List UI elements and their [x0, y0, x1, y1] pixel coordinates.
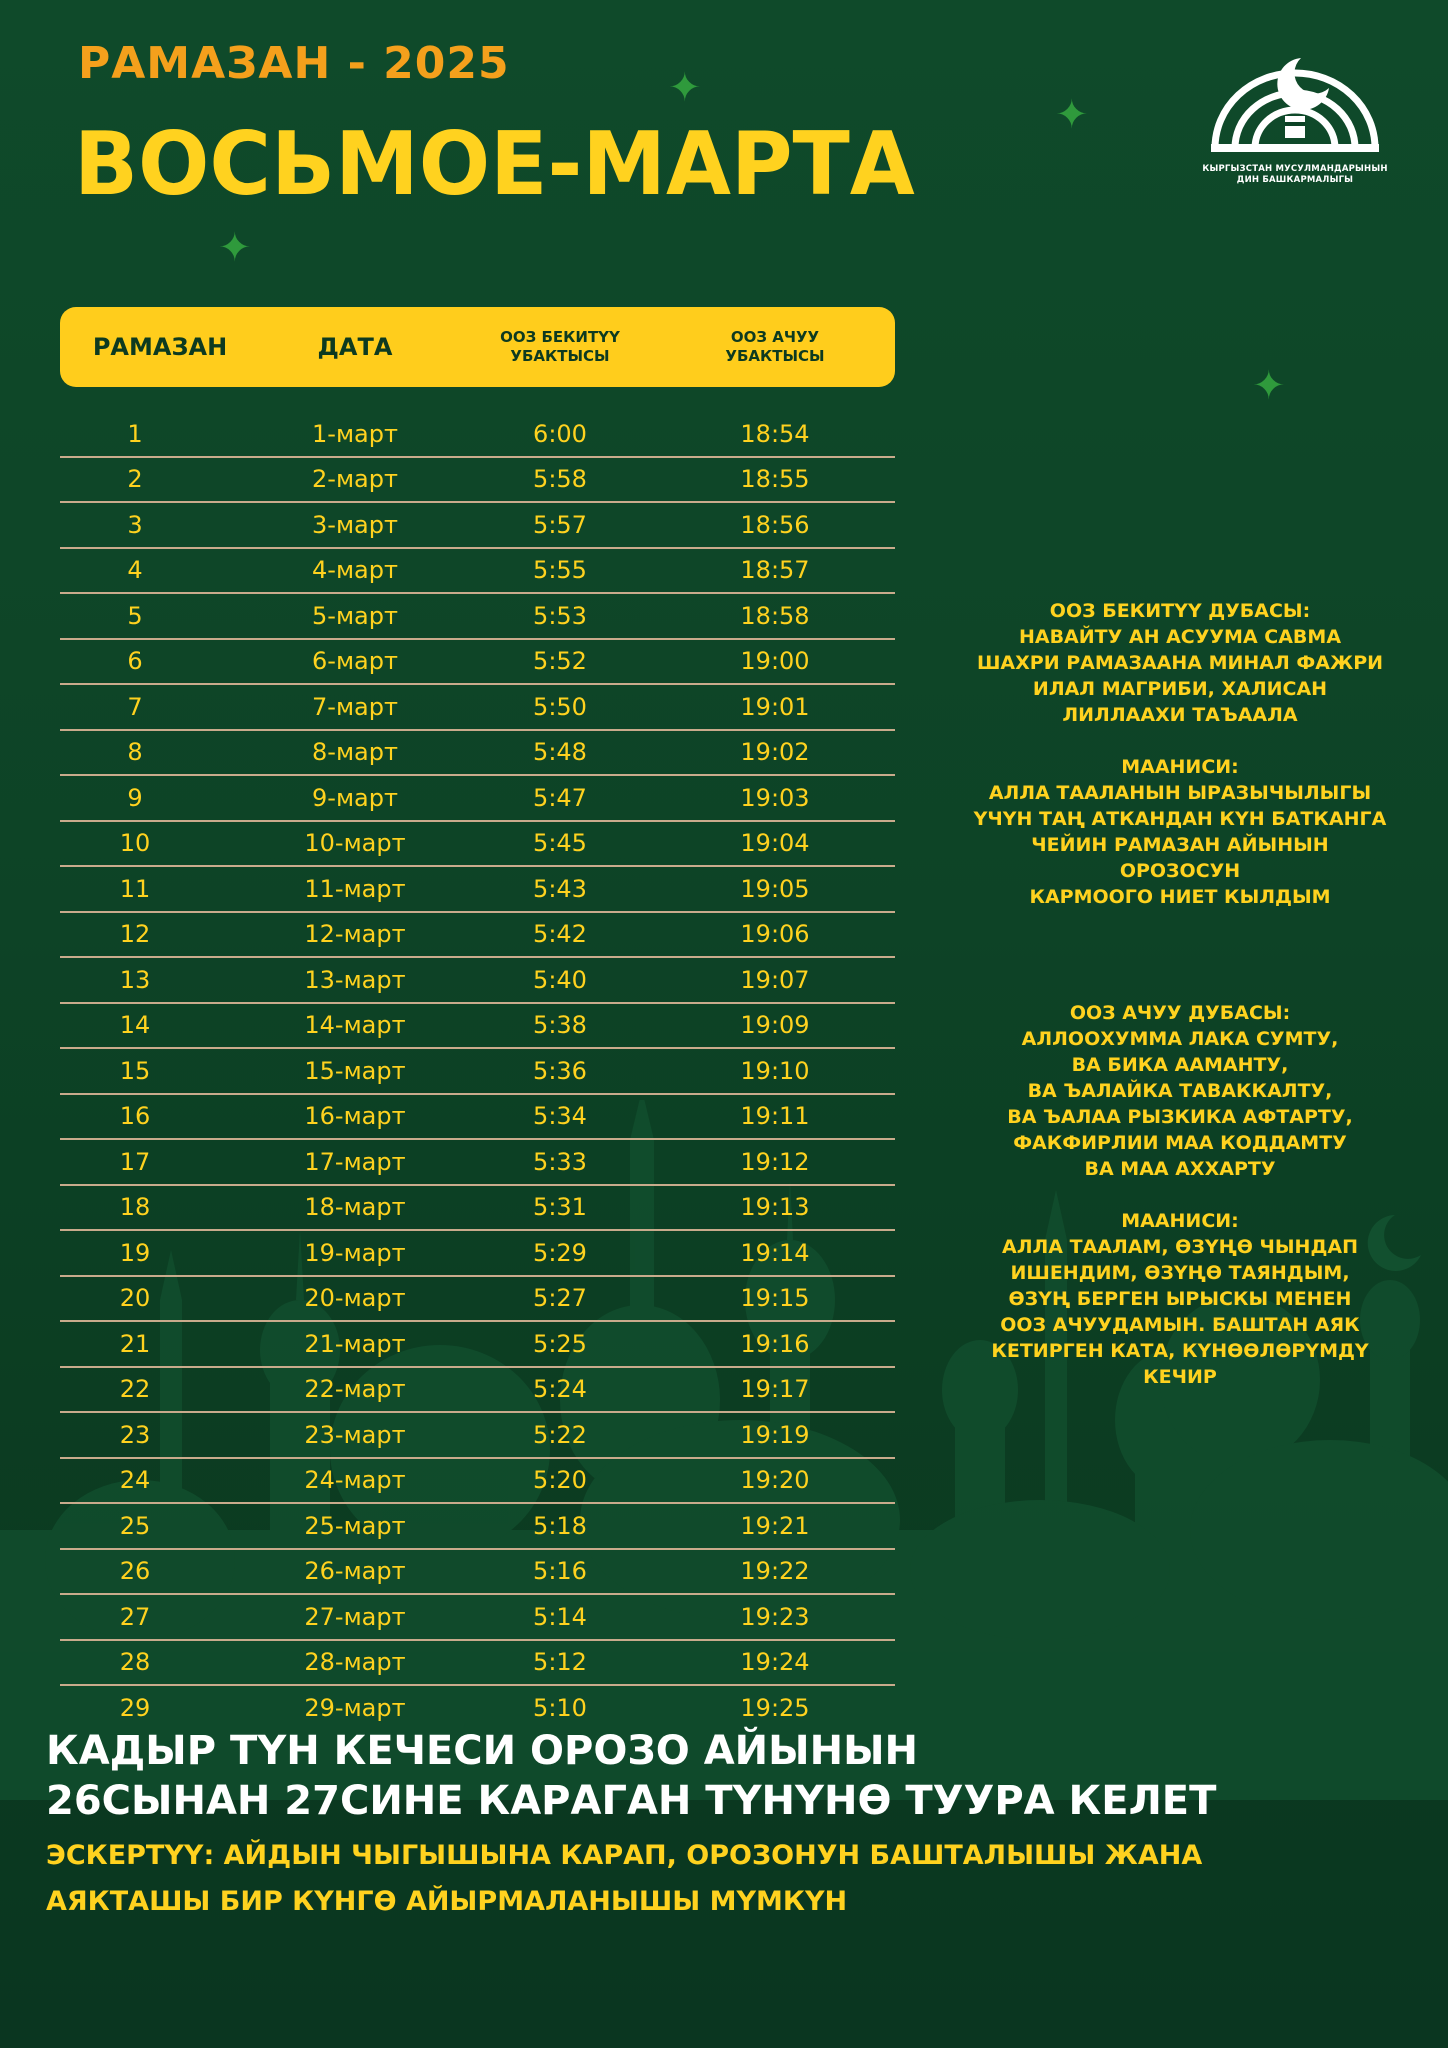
suhoor-time-cell: 5:43 — [533, 874, 587, 903]
iftar-time-cell: 19:15 — [740, 1284, 810, 1313]
ramadan-day-cell: 22 — [119, 1375, 151, 1404]
iftar-time-cell: 19:02 — [740, 738, 810, 767]
table-row — [60, 549, 895, 595]
dua-line: КАРМООГО НИЕТ КЫЛДЫМ — [1029, 886, 1331, 908]
table-row — [60, 1686, 895, 1730]
table-row — [60, 1140, 895, 1186]
table-row — [60, 412, 895, 458]
table-row — [60, 503, 895, 549]
suhoor-time-cell: 5:12 — [533, 1648, 587, 1677]
iftar-time-cell: 18:55 — [740, 465, 810, 494]
iftar-dua — [970, 1000, 1390, 1390]
dua-line: ЛИЛЛААХИ ТАЪААЛА — [1062, 704, 1298, 726]
ramadan-day-cell: 8 — [127, 738, 143, 767]
ramadan-day-cell: 15 — [119, 1056, 151, 1085]
dua-line: МААНИСИ: — [1121, 756, 1239, 778]
ramadan-day-cell: 7 — [127, 692, 143, 721]
date-cell: 2-март — [312, 465, 398, 494]
table-row — [60, 1322, 895, 1368]
dua-line: ООЗ АЧУУ ДУБАСЫ: — [1069, 1002, 1291, 1024]
dua-line: ВА МАА АХХАРТУ — [1084, 1158, 1276, 1180]
logo-caption-line: ДИН БАШКАРМАЛЫГЫ — [1236, 175, 1354, 185]
ramadan-day-cell: 12 — [119, 920, 151, 949]
suhoor-time-cell: 5:47 — [533, 783, 587, 812]
star-icon: ✦ — [218, 225, 252, 271]
suhoor-time-cell: 5:29 — [533, 1238, 587, 1267]
table-row — [60, 1413, 895, 1459]
suhoor-time-cell: 5:48 — [533, 738, 587, 767]
date-cell: 23-март — [304, 1420, 406, 1449]
mosque-crescent-logo-icon — [1205, 56, 1385, 156]
date-cell: 14-март — [304, 1011, 406, 1040]
dua-line: ООЗ АЧУУДАМЫН. БАШТАН АЯК — [1000, 1314, 1360, 1336]
ramadan-day-cell: 9 — [127, 783, 143, 812]
iftar-time-cell: 18:56 — [740, 510, 810, 539]
table-row — [60, 776, 895, 822]
suhoor-time-cell: 5:45 — [533, 829, 587, 858]
suhoor-time-cell: 5:18 — [533, 1511, 587, 1540]
suhoor-time-cell: 5:57 — [533, 510, 587, 539]
suhoor-time-cell: 5:14 — [533, 1602, 587, 1631]
suhoor-time-cell: 5:33 — [533, 1147, 587, 1176]
suhoor-time-cell: 5:40 — [533, 965, 587, 994]
dua-line: АЛЛА ТААЛАНЫН ЫРАЗЫЧЫЛЫГЫ — [988, 782, 1372, 804]
warning-note: ЭСКЕРТҮҮ: АЙДЫН ЧЫГЫШЫНА КАРАП, ОРОЗОНУН БАШТАЛЫШЫ ЖАНА — [46, 1840, 1203, 1871]
table-row — [60, 594, 895, 640]
iftar-time-cell: 19:09 — [740, 1011, 810, 1040]
suhoor-time-cell: 5:20 — [533, 1466, 587, 1495]
date-cell: 11-март — [304, 874, 406, 903]
table-row — [60, 1095, 895, 1141]
column-header-line: УБАКТЫСЫ — [725, 347, 825, 365]
iftar-time-cell: 19:17 — [740, 1375, 810, 1404]
iftar-time-cell: 19:22 — [740, 1557, 810, 1586]
column-header-iftar — [675, 307, 875, 387]
suhoor-time-cell: 6:00 — [533, 419, 587, 448]
iftar-time-cell: 18:57 — [740, 556, 810, 585]
date-cell: 5-март — [312, 601, 398, 630]
date-cell: 21-март — [304, 1329, 406, 1358]
iftar-time-cell: 19:21 — [740, 1511, 810, 1540]
ramadan-day-cell: 23 — [119, 1420, 151, 1449]
dua-line: КЕТИРГЕН КАТА, КҮНӨӨЛӨРҮМДҮ — [991, 1340, 1369, 1362]
column-header-line: ООЗ АЧУУ — [730, 328, 820, 346]
iftar-time-cell: 19:04 — [740, 829, 810, 858]
date-cell: 10-март — [304, 829, 406, 858]
table-row — [60, 685, 895, 731]
iftar-time-cell: 19:05 — [740, 874, 810, 903]
suhoor-time-cell: 5:22 — [533, 1420, 587, 1449]
table-row — [60, 1504, 895, 1550]
ramadan-day-cell: 4 — [127, 556, 143, 585]
column-header-date: ДАТА — [317, 333, 393, 361]
ramadan-day-cell: 26 — [119, 1557, 151, 1586]
page-title: ВОСЬМОЕ-МАРТА — [74, 113, 915, 215]
dua-line: ВА ЪАЛАЙКА ТАВАККАЛТУ, — [1027, 1080, 1333, 1102]
date-cell: 8-март — [312, 738, 398, 767]
date-cell: 29-март — [304, 1693, 406, 1722]
date-cell: 4-март — [312, 556, 398, 585]
column-header-line: УБАКТЫСЫ — [510, 347, 610, 365]
laylat-al-qadr-note: КАДЫР ТҮН КЕЧЕСИ ОРОЗО АЙЫНЫН — [46, 1728, 918, 1774]
ramadan-day-cell: 29 — [119, 1693, 151, 1722]
timetable — [60, 412, 895, 1730]
table-row — [60, 458, 895, 504]
suhoor-time-cell: 5:16 — [533, 1557, 587, 1586]
iftar-time-cell: 19:16 — [740, 1329, 810, 1358]
date-cell: 3-март — [312, 510, 398, 539]
suhoor-time-cell: 5:38 — [533, 1011, 587, 1040]
iftar-time-cell: 19:06 — [740, 920, 810, 949]
suhoor-time-cell: 5:53 — [533, 601, 587, 630]
column-header-ramadan: РАМАЗАН — [92, 333, 228, 361]
column-header-line: ООЗ БЕКИТҮҮ — [500, 328, 620, 346]
table-row — [60, 822, 895, 868]
star-icon: ✦ — [668, 65, 702, 111]
suhoor-time-cell: 5:24 — [533, 1375, 587, 1404]
date-cell: 22-март — [304, 1375, 406, 1404]
dua-line: ИШЕНДИМ, ӨЗҮҢӨ ТАЯНДЫМ, — [1010, 1262, 1350, 1284]
table-row — [60, 1186, 895, 1232]
ramadan-day-cell: 2 — [127, 465, 143, 494]
ramadan-day-cell: 25 — [119, 1511, 151, 1540]
ramadan-day-cell: 1 — [127, 419, 143, 448]
dua-line: ВА БИКА ААМАНТУ, — [1071, 1054, 1289, 1076]
iftar-time-cell: 19:24 — [740, 1648, 810, 1677]
ramadan-day-cell: 10 — [119, 829, 151, 858]
date-cell: 17-март — [304, 1147, 406, 1176]
ramadan-day-cell: 6 — [127, 647, 143, 676]
iftar-time-cell: 18:54 — [740, 419, 810, 448]
table-row — [60, 1049, 895, 1095]
table-row — [60, 1595, 895, 1641]
iftar-time-cell: 19:01 — [740, 692, 810, 721]
dua-line: АЛЛА ТААЛАМ, ӨЗҮҢӨ ЧЫНДАП — [1002, 1236, 1358, 1258]
table-row — [60, 1641, 895, 1687]
table-row — [60, 1459, 895, 1505]
ramadan-day-cell: 21 — [119, 1329, 151, 1358]
suhoor-time-cell: 5:50 — [533, 692, 587, 721]
iftar-time-cell: 19:13 — [740, 1193, 810, 1222]
table-row — [60, 913, 895, 959]
table-row — [60, 1231, 895, 1277]
dua-line: НАВАЙТУ АН АСУУМА САВМА — [1018, 626, 1342, 648]
date-cell: 7-март — [312, 692, 398, 721]
iftar-time-cell: 19:25 — [740, 1693, 810, 1722]
dua-line: ИЛАЛ МАГРИБИ, ХАЛИСАН — [1032, 678, 1328, 700]
suhoor-dua — [970, 598, 1390, 910]
date-cell: 26-март — [304, 1557, 406, 1586]
ramadan-day-cell: 28 — [119, 1648, 151, 1677]
ramadan-day-cell: 19 — [119, 1238, 151, 1267]
table-row — [60, 640, 895, 686]
dua-line: ҮЧҮН ТАҢ АТКАНДАН КҮН БАТКАНГА — [973, 808, 1387, 830]
suhoor-time-cell: 5:10 — [533, 1693, 587, 1722]
date-cell: 27-март — [304, 1602, 406, 1631]
ramadan-day-cell: 11 — [119, 874, 151, 903]
date-cell: 20-март — [304, 1284, 406, 1313]
star-icon: ✦ — [1252, 363, 1286, 409]
ramadan-day-cell: 5 — [127, 601, 143, 630]
dua-line: ВА ЪАЛАА РЫЗКИКА АФТАРТУ, — [1007, 1106, 1353, 1128]
logo-caption-line: КЫРГЫЗСТАН МУСУЛМАНДАРЫНЫН — [1202, 164, 1388, 174]
date-cell: 9-март — [312, 783, 398, 812]
column-header-suhoor — [480, 307, 640, 387]
suhoor-time-cell: 5:55 — [533, 556, 587, 585]
date-cell: 12-март — [304, 920, 406, 949]
suhoor-time-cell: 5:31 — [533, 1193, 587, 1222]
dua-line — [970, 728, 1390, 754]
date-cell: 6-март — [312, 647, 398, 676]
logo-caption — [1200, 164, 1390, 186]
date-cell: 24-март — [304, 1466, 406, 1495]
ramadan-day-cell: 17 — [119, 1147, 151, 1176]
dua-line: ЧЕЙИН РАМАЗАН АЙЫНЫН ОРОЗОСУН — [1031, 834, 1329, 882]
iftar-time-cell: 19:07 — [740, 965, 810, 994]
ramadan-day-cell: 27 — [119, 1602, 151, 1631]
dua-line: ӨЗҮҢ БЕРГЕН ЫРЫСКЫ МЕНЕН — [1008, 1288, 1352, 1310]
iftar-time-cell: 19:19 — [740, 1420, 810, 1449]
ramadan-day-cell: 20 — [119, 1284, 151, 1313]
dua-line: МААНИСИ: — [1121, 1210, 1239, 1232]
ramadan-day-cell: 13 — [119, 965, 151, 994]
iftar-time-cell: 19:20 — [740, 1466, 810, 1495]
date-cell: 19-март — [304, 1238, 406, 1267]
suhoor-time-cell: 5:34 — [533, 1102, 587, 1131]
dua-line: ООЗ БЕКИТҮҮ ДУБАСЫ: — [1049, 600, 1311, 622]
iftar-time-cell: 19:03 — [740, 783, 810, 812]
dua-line — [970, 1182, 1390, 1208]
suhoor-time-cell: 5:52 — [533, 647, 587, 676]
ramadan-day-cell: 24 — [119, 1466, 151, 1495]
date-cell: 18-март — [304, 1193, 406, 1222]
iftar-time-cell: 19:12 — [740, 1147, 810, 1176]
table-row — [60, 1368, 895, 1414]
organization-logo — [1200, 56, 1390, 186]
table-row — [60, 1277, 895, 1323]
laylat-al-qadr-note: 26СЫНАН 27СИНЕ КАРАГАН ТҮНҮНӨ ТУУРА КЕЛЕТ — [46, 1778, 1217, 1824]
table-row — [60, 731, 895, 777]
iftar-time-cell: 18:58 — [740, 601, 810, 630]
iftar-time-cell: 19:23 — [740, 1602, 810, 1631]
table-row — [60, 1550, 895, 1596]
date-cell: 16-март — [304, 1102, 406, 1131]
iftar-time-cell: 19:14 — [740, 1238, 810, 1267]
dua-line: КЕЧИР — [1143, 1366, 1217, 1388]
ramadan-day-cell: 16 — [119, 1102, 151, 1131]
table-row — [60, 958, 895, 1004]
ramadan-day-cell: 18 — [119, 1193, 151, 1222]
iftar-time-cell: 19:11 — [740, 1102, 810, 1131]
star-icon: ✦ — [1055, 92, 1089, 138]
suhoor-time-cell: 5:42 — [533, 920, 587, 949]
suhoor-time-cell: 5:27 — [533, 1284, 587, 1313]
table-row — [60, 1004, 895, 1050]
iftar-time-cell: 19:10 — [740, 1056, 810, 1085]
suhoor-time-cell: 5:25 — [533, 1329, 587, 1358]
iftar-time-cell: 19:00 — [740, 647, 810, 676]
date-cell: 28-март — [304, 1648, 406, 1677]
table-row — [60, 867, 895, 913]
subtitle: РАМАЗАН - 2025 — [78, 38, 510, 89]
date-cell: 1-март — [312, 419, 398, 448]
suhoor-time-cell: 5:36 — [533, 1056, 587, 1085]
dua-line: ШАХРИ РАМАЗААНА МИНАЛ ФАЖРИ — [976, 652, 1384, 674]
date-cell: 15-март — [304, 1056, 406, 1085]
ramadan-day-cell: 3 — [127, 510, 143, 539]
date-cell: 13-март — [304, 965, 406, 994]
table-header — [60, 307, 895, 387]
date-cell: 25-март — [304, 1511, 406, 1540]
warning-note: АЯКТАШЫ БИР КҮНГӨ АЙЫРМАЛАНЫШЫ МҮМКҮН — [46, 1886, 848, 1917]
dua-line: АЛЛООХУММА ЛАКА СУМТУ, — [1021, 1028, 1339, 1050]
suhoor-time-cell: 5:58 — [533, 465, 587, 494]
ramadan-day-cell: 14 — [119, 1011, 151, 1040]
dua-line: ФАКФИРЛИИ МАА КОДДАМТУ — [1013, 1132, 1347, 1154]
